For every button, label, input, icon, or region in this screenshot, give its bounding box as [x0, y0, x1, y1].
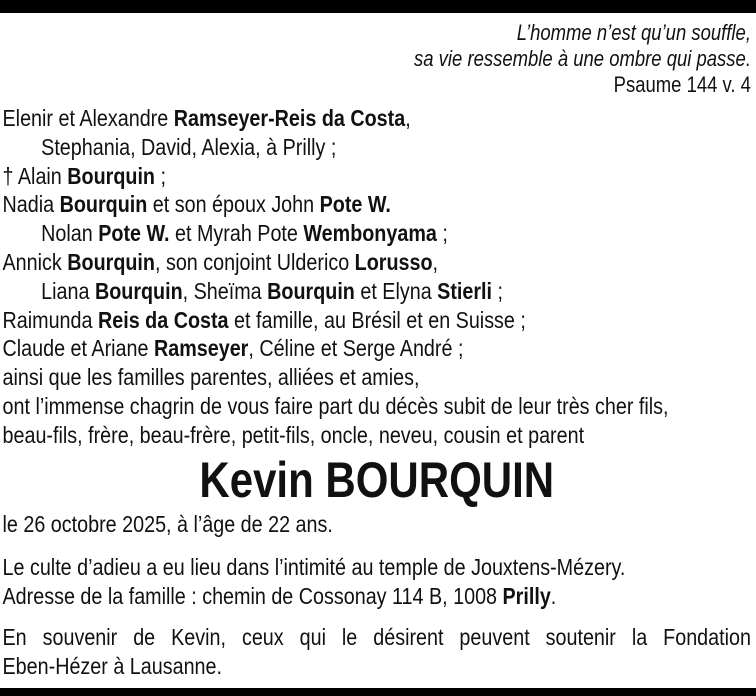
family-line-text: et famille, au Brésil et en Suisse ; — [228, 306, 526, 333]
family-surname: Bourquin — [94, 277, 183, 304]
family-surname: Bourquin — [267, 277, 355, 304]
family-line-text: Annick — [2, 248, 68, 275]
family-surname: Reis da Costa — [97, 306, 229, 333]
family-line-text: Claude et Ariane — [2, 335, 154, 362]
family-surname: Wembonyama — [303, 220, 437, 247]
family-line — [3, 162, 751, 191]
family-line-text: et Elyna — [354, 277, 438, 304]
family-list — [3, 104, 751, 450]
death-date-line: le 26 octobre 2025, à l’âge de 22 ans. — [2, 510, 333, 537]
family-line-text: ; — [492, 277, 504, 304]
family-line-text: et Myrah Pote — [169, 220, 304, 247]
family-line-text: Raimunda — [2, 306, 98, 333]
family-line-text: , son conjoint Ulderico — [154, 248, 355, 275]
family-line — [3, 133, 751, 162]
address-text: Adresse de la famille : chemin de Cossonay 114 B, 1008 — [2, 582, 503, 609]
family-surname: Pote W. — [319, 191, 391, 218]
family-line-text: , Sheïma — [182, 277, 268, 304]
family-line-text: Nolan — [41, 220, 99, 247]
family-line-text: ; — [436, 220, 448, 247]
epigraph-line-2: sa vie ressemble à une ombre qui passe. — [414, 46, 751, 71]
deceased-name: Kevin BOURQUIN — [199, 451, 555, 508]
family-line-text: † Alain — [2, 162, 68, 189]
family-surname: Ramseyer — [153, 335, 249, 362]
family-line — [3, 104, 751, 133]
epigraph-line-1: L’homme n’est qu’un souffle, — [516, 20, 751, 45]
family-line-text: Stephania, David, Alexia, à Prilly ; — [41, 133, 337, 160]
family-surname: Stierli — [437, 277, 493, 304]
family-line — [3, 219, 751, 248]
family-line-text: , — [432, 248, 439, 275]
family-surname: Bourquin — [59, 191, 148, 218]
address-city: Prilly — [502, 582, 551, 609]
family-line — [3, 306, 751, 335]
family-line-text: , — [405, 105, 411, 131]
epigraph-attribution: Psaume 144 v. 4 — [613, 72, 751, 97]
epigraph — [3, 13, 751, 98]
family-line — [3, 334, 751, 363]
announcement-text: ont l’immense chagrin de vous faire part du décès subit de leur très cher fils, — [2, 392, 669, 419]
family-address-line — [3, 582, 751, 611]
announcement-line — [3, 392, 751, 421]
family-line — [3, 248, 751, 277]
family-line — [3, 277, 751, 306]
top-border-bar — [0, 0, 756, 13]
family-line-text: Elenir et Alexandre — [2, 105, 174, 131]
family-line — [3, 190, 751, 219]
ceremony-paragraph — [3, 553, 751, 611]
family-surname: Lorusso — [354, 248, 433, 275]
bottom-border-bar — [0, 688, 756, 696]
announcement-text: beau-fils, frère, beau-frère, petit-fils, oncle, neveu, cousin et parent — [2, 421, 585, 448]
family-line-text: Nadia — [2, 191, 60, 218]
announcement-line — [3, 421, 751, 450]
family-surname: Pote W. — [98, 220, 170, 247]
memorial-line-1: En souvenir de Kevin, ceux qui le désirent peuvent soutenir la Fondation — [2, 623, 751, 650]
family-line-text: ainsi que les familles parentes, alliées et amies, — [2, 364, 420, 391]
address-text: . — [550, 582, 557, 609]
family-line-text: Liana — [41, 277, 95, 304]
family-line — [3, 363, 751, 392]
family-surname: Bourquin — [67, 248, 155, 275]
family-surname: Bourquin — [67, 162, 155, 189]
memorial-line-2: Eben-Hézer à Lausanne. — [2, 652, 223, 679]
memorial-paragraph — [3, 623, 751, 681]
family-line-text: , Céline et Serge André ; — [248, 335, 464, 362]
family-line-text: et son époux John — [147, 191, 320, 218]
obituary-content — [0, 13, 756, 681]
family-line-text: ; — [154, 162, 166, 189]
ceremony-line: Le culte d’adieu a eu lieu dans l’intimité au temple de Jouxtens-Mézery. — [2, 553, 626, 580]
family-surname: Ramseyer-Reis da Costa — [173, 105, 406, 131]
